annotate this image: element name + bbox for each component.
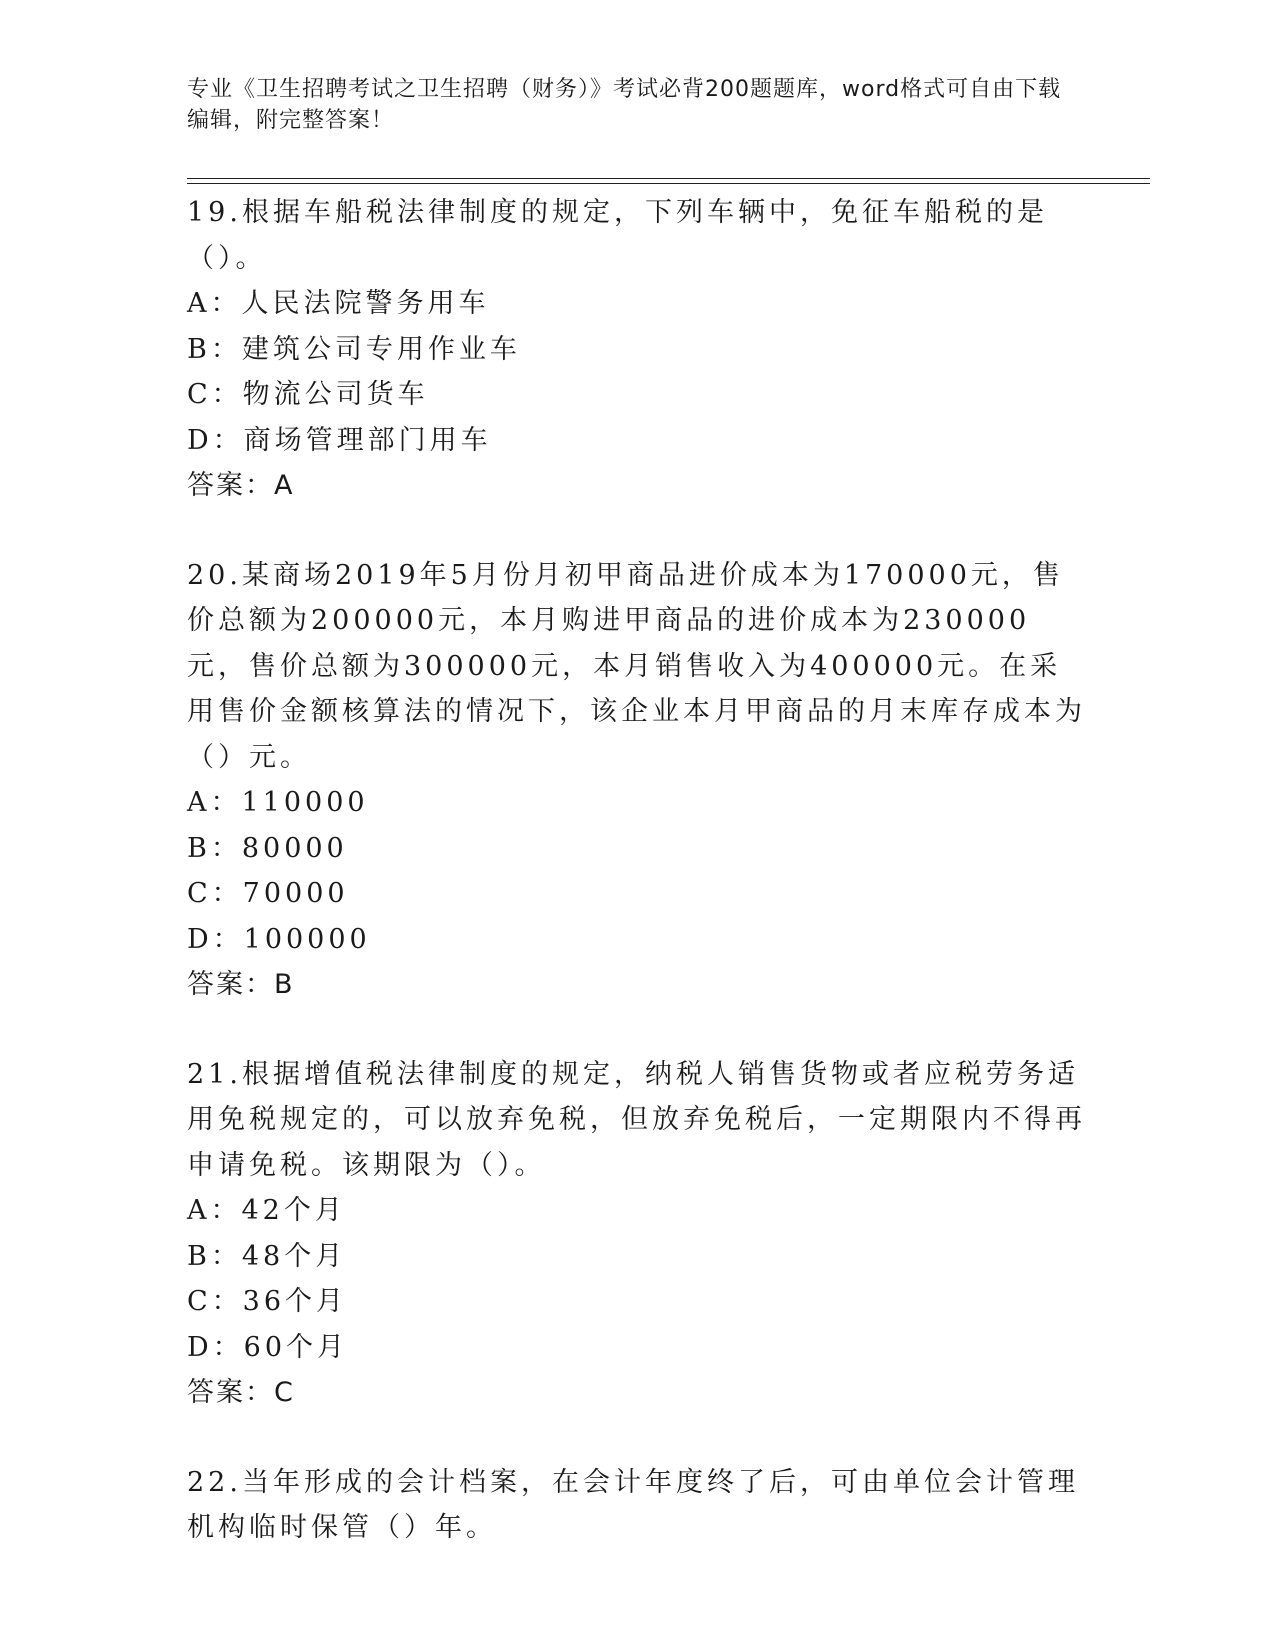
question-text: 20.某商场2019年5月份月初甲商品进价成本为170000元，售价总额为200000元，本月购进甲商品的进价成本为230000元，售价总额为300000元，本月销售收入为400000元。在采用售价金额核算法的情况下，该企业本月甲商品的月末库存成本为（）元。: [187, 559, 1086, 773]
question-text: 19.根据车船税法律制度的规定，下列车辆中，免征车船税的是（）。: [187, 197, 1048, 274]
question-text: 22.当年形成的会计档案，在会计年度终了后，可由单位会计管理机构临时保管（）年。: [187, 1466, 1079, 1543]
option-b: B：80000: [187, 832, 348, 864]
option-a: A：110000: [187, 787, 369, 818]
question-22: [187, 1460, 1087, 1551]
question-21: [187, 1052, 1087, 1416]
option-c: C：36个月: [187, 1286, 348, 1317]
question-list: [187, 190, 1087, 1595]
option-a: A：人民法院警务用车: [187, 288, 490, 319]
question-20: [187, 553, 1087, 1008]
question-text: 21.根据增值税法律制度的规定，纳税人销售货物或者应税劳务适用免税规定的，可以放弃免税，但放弃免税后，一定期限内不得再申请免税。该期限为（）。: [187, 1058, 1086, 1181]
header-divider-bottom: [187, 183, 1150, 184]
question-19: [187, 190, 1087, 509]
option-d: D：100000: [187, 923, 371, 955]
option-c: C：70000: [187, 878, 349, 909]
answer: 答案：A: [187, 470, 295, 501]
option-c: C：物流公司货车: [187, 379, 429, 410]
answer: 答案：C: [187, 1377, 295, 1408]
option-d: D：60个月: [187, 1331, 349, 1363]
option-a: A：42个月: [187, 1195, 346, 1226]
option-d: D：商场管理部门用车: [187, 424, 492, 456]
answer: 答案：B: [187, 969, 295, 1000]
document-intro: 专业《卫生招聘考试之卫生招聘（财务）》考试必背200题题库，word格式可自由下载编辑，附完整答案！: [187, 77, 1062, 133]
option-b: B：48个月: [187, 1240, 347, 1272]
option-b: B：建筑公司专用作业车: [187, 333, 521, 365]
header-divider-top: [187, 178, 1150, 179]
